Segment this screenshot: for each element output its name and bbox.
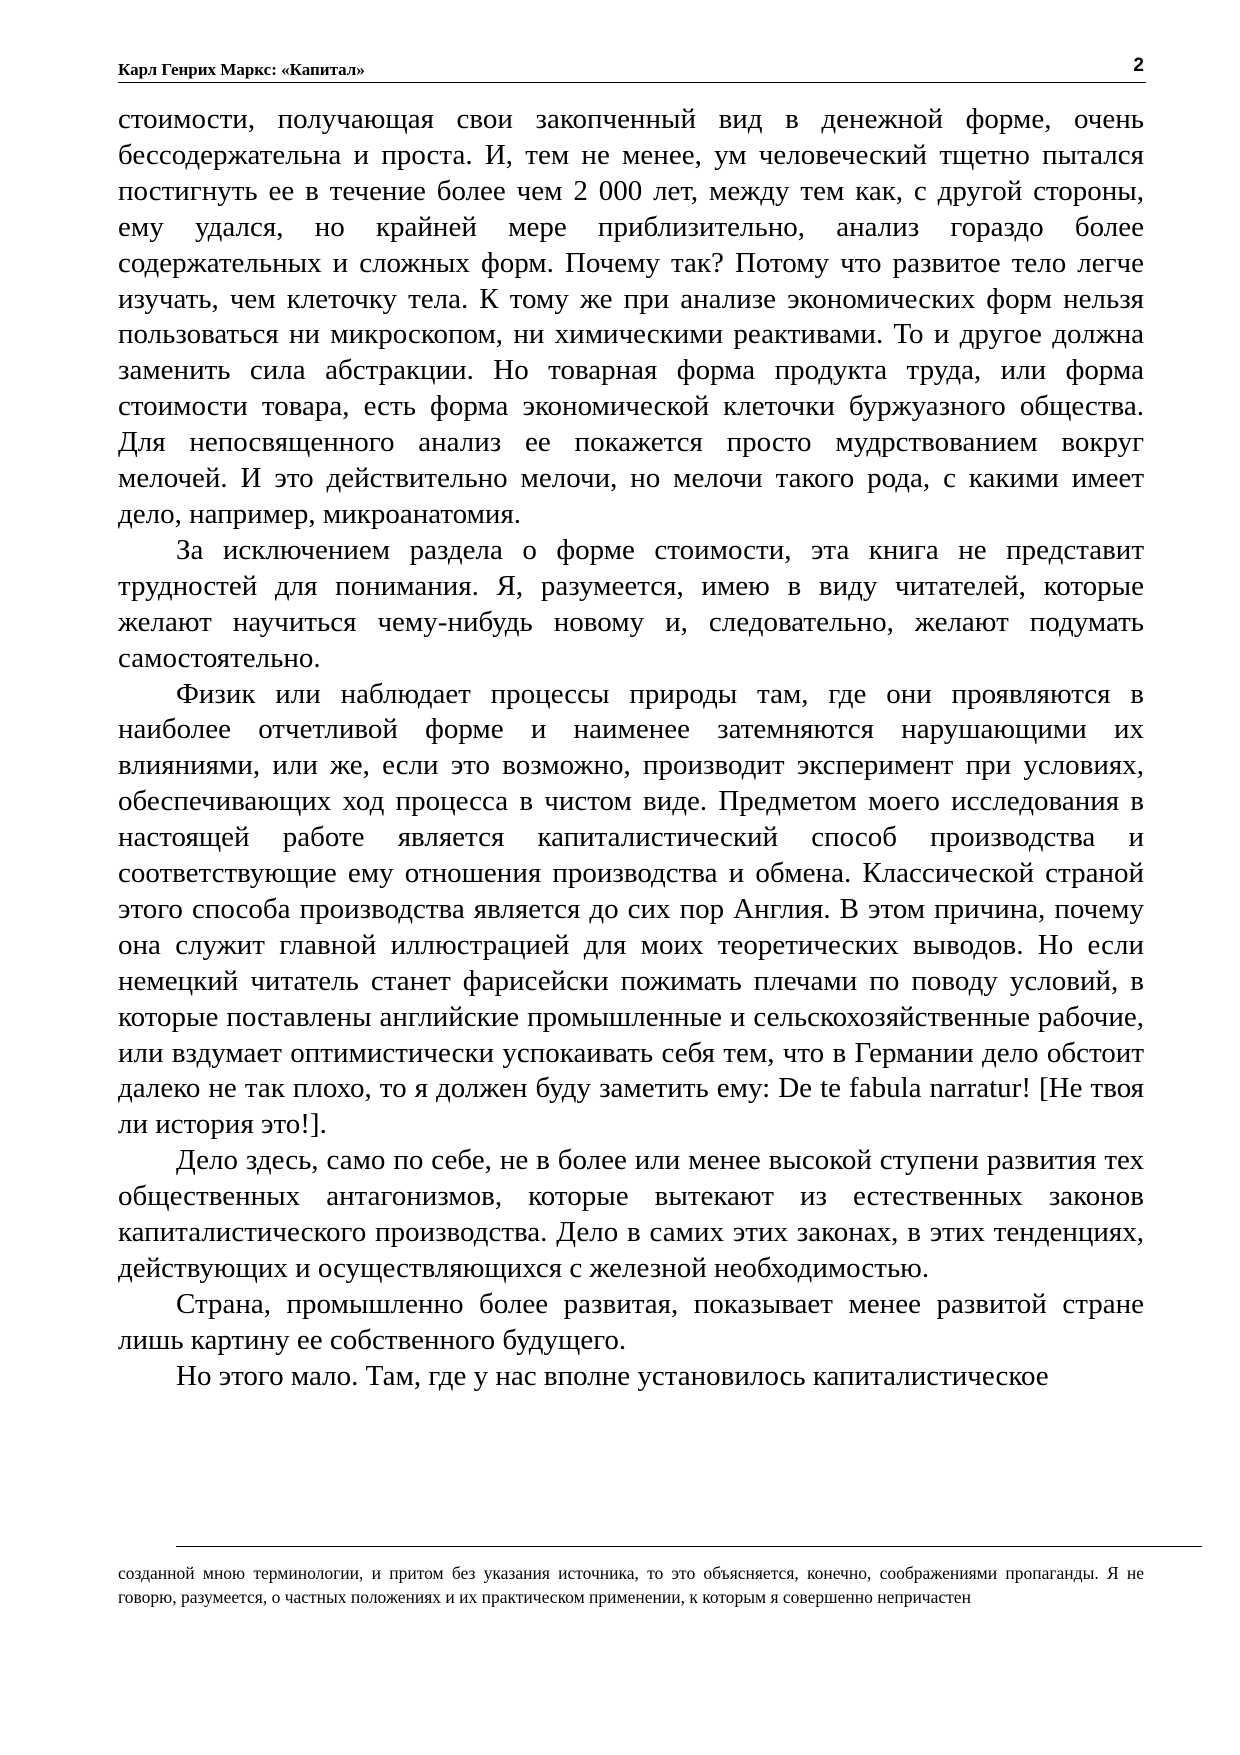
page-number: 2 xyxy=(1133,55,1144,76)
paragraph: Дело здесь, само по себе, не в более или менее высокой ступени развития тех общественных антагонизмов, которые вытекают из естественных законов капиталистического производства. Дело в самих этих законах, в этих тенденциях, действующих и осуществляющихся с железной необходимостью. xyxy=(118,1144,1144,1284)
paragraph-continuation: стоимости, получающая свои закопченный вид в денежной форме, очень бессодержательна и проста. И, тем не менее, ум человеческий тщетно пытался постигнуть ее в течение более чем 2 000 лет, между тем как, с другой стороны, ему удался, но крайней мере приблизительно, анализ гораздо более содержательных и сложных форм. Почему так? Потому что развитое тело легче изучать, чем клеточку тела. К тому же при анализе экономических форм нельзя пользоваться ни микроскопом, ни химическими реактивами. То и другое должна заменить сила абстракции. Но товарная форма продукта труда, или форма стоимости товара, есть форма экономической клеточки буржуазного общества. Для непосвященного анализ ее покажется просто мудрствованием вокруг мелочей. И это действительно мелочи, но мелочи такого рода, с какими имеет дело, например, микроанатомия. xyxy=(118,103,1144,530)
footnote-text: созданной мною терминологии, и притом без указания источника, то это объясняется, конечно, соображениями пропаганды. Я не говорю, разумеется, о частных положениях и их практическом применении, к которым я совершенно непричастен xyxy=(118,1563,1144,1607)
running-title: Карл Генрих Маркс: «Капитал» xyxy=(118,60,365,79)
footnote-separator xyxy=(176,1546,1202,1547)
paragraph: Но этого мало. Там, где у нас вполне установилось капиталистическое xyxy=(176,1359,1049,1392)
paragraph: Физик или наблюдает процессы природы там, где они проявляются в наиболее отчетливой форме и наименее затемняются нарушающими их влияниями, или же, если это возможно, производит эксперимент при условиях, обеспечивающих ход процесса в чистом виде. Предметом моего исследования в настоящей работе является капиталистический способ производства и соответствующие ему отношения производства и обмена. Классической страной этого способа производства является до сих пор Англия. В этом причина, почему она служит главной иллюстрацией для моих теоретических выводов. Но если немецкий читатель станет фарисейски пожимать плечами по поводу условий, в которые поставлены английские промышленные и сельскохозяйственные рабочие, или вздумает оптимистически успокаивать себя тем, что в Германии дело обстоит далеко не так плохо, то я должен буду заметить ему: De te fabula narratur! [Не твоя ли история это!]. xyxy=(118,677,1144,1141)
page-header xyxy=(118,52,1146,83)
paragraph: Страна, промышленно более развитая, показывает менее развитой стране лишь картину ее собственного будущего. xyxy=(118,1287,1144,1356)
main-text xyxy=(118,102,1144,1395)
paragraph: За исключением раздела о форме стоимости, эта книга не представит трудностей для понимания. Я, разумеется, имею в виду читателей, которые желают научиться чему-нибудь новому и, следовательно, желают подумать самостоятельно. xyxy=(118,533,1144,674)
